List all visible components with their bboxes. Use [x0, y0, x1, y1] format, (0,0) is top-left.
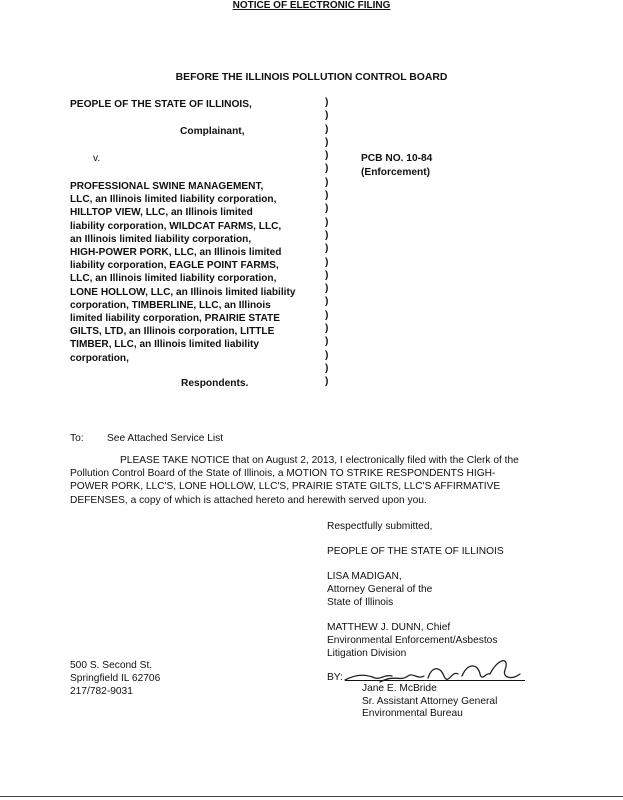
respondent-line: LONE HOLLOW, LLC, an Illinois limited liability — [70, 286, 296, 298]
signatory-party: PEOPLE OF THE STATE OF ILLINOIS — [327, 546, 504, 557]
respondent-line: LLC, an Illinois limited liability corporation, — [70, 194, 277, 206]
respondent-line: corporation, TIMBERLINE, LLC, an Illinois — [70, 299, 271, 311]
body-line: Pollution Control Board of the State of Illinois, a MOTION TO STRIKE RESPONDENTS HIGH- — [70, 468, 496, 480]
chief-line: Litigation Division — [327, 648, 407, 659]
respondent-line: HILLTOP VIEW, LLC, an Illinois limited — [70, 207, 253, 219]
caption-paren: ) — [325, 110, 329, 122]
address-block — [70, 659, 160, 699]
respondent-line: TIMBER, LLC, an Illinois limited liability — [70, 339, 259, 351]
scan-edge-line — [0, 796, 623, 797]
respondents-list — [70, 180, 340, 365]
notice-heading-wrap — [0, 0, 623, 11]
closing: Respectfully submitted, — [327, 521, 433, 532]
caption-paren: ) — [325, 203, 329, 215]
caption-paren: ) — [325, 256, 329, 268]
ag-line: State of Illinois — [327, 597, 394, 608]
caption-paren: ) — [325, 123, 329, 135]
chief-line: MATTHEW J. DUNN, Chief — [327, 622, 451, 633]
versus-label: v. — [93, 153, 101, 164]
case-type: (Enforcement) — [361, 167, 431, 178]
signer-block — [362, 683, 497, 721]
caption-paren: ) — [325, 150, 329, 162]
caption-paren: ) — [325, 362, 329, 374]
respondent-line: HIGH-POWER PORK, LLC, an Illinois limited — [70, 247, 282, 259]
caption-paren: ) — [325, 190, 329, 202]
to-value: See Attached Service List — [107, 433, 224, 444]
chief-line: Environmental Enforcement/Asbestos — [327, 635, 498, 646]
respondent-line: limited liability corporation, PRAIRIE STATE — [70, 313, 280, 325]
signer-line: Environmental Bureau — [362, 708, 463, 719]
caption-paren: ) — [325, 216, 329, 228]
ag-line: LISA MADIGAN, — [327, 571, 402, 582]
respondent-line: an Illinois limited liability corporation, — [70, 233, 252, 245]
signer-line: Jane E. McBride — [362, 683, 437, 694]
caption-paren: ) — [325, 176, 329, 188]
caption-paren: ) — [325, 229, 329, 241]
case-number: PCB NO. 10-84 — [361, 153, 433, 164]
caption-paren: ) — [325, 296, 329, 308]
body-line: PLEASE TAKE NOTICE that on August 2, 2013, I electronically filed with the Clerk of the — [120, 455, 519, 466]
body-line: POWER PORK, LLC'S, LONE HOLLOW, LLC'S, PRAIRIE STATE GILTS, LLC'S AFFIRMATIVE — [70, 481, 501, 493]
respondent-line: PROFESSIONAL SWINE MANAGEMENT, — [70, 181, 264, 192]
caption-paren: ) — [325, 269, 329, 281]
respondent-line: liability corporation, EAGLE POINT FARMS, — [70, 260, 279, 272]
notice-body — [70, 454, 550, 507]
attorney-general-block — [327, 570, 432, 609]
caption-paren: ) — [325, 283, 329, 295]
by-label: BY: — [327, 672, 343, 683]
signer-line: Sr. Assistant Attorney General — [362, 695, 498, 707]
address-line: Springfield IL 62706 — [70, 673, 161, 685]
ag-line: Attorney General of the — [327, 584, 433, 595]
caption-paren: ) — [325, 243, 329, 255]
caption-paren: ) — [325, 376, 329, 388]
respondent-line: LLC, an Illinois limited liability corporation, — [70, 273, 277, 285]
caption-paren: ) — [325, 97, 329, 108]
caption-paren: ) — [325, 136, 329, 148]
respondent-line: GILTS, LTD, an Illinois corporation, LITTLE — [70, 326, 275, 338]
address-line: 500 S. Second St. — [70, 660, 153, 671]
respondent-line: liability corporation, WILDCAT FARMS, LLC, — [70, 220, 282, 232]
signature-line — [345, 680, 525, 681]
court-title: BEFORE THE ILLINOIS POLLUTION CONTROL BOARD — [175, 72, 448, 83]
respondents-role: Respondents. — [181, 378, 249, 389]
caption-paren: ) — [325, 336, 329, 348]
caption-paren: ) — [325, 349, 329, 361]
complainant-role: Complainant, — [180, 126, 245, 137]
caption-paren: ) — [325, 163, 329, 175]
caption-paren: ) — [325, 309, 329, 321]
respondent-line: corporation, — [70, 352, 129, 364]
to-label: To: — [70, 433, 84, 444]
caption-paren: ) — [325, 323, 329, 335]
body-line: DEFENSES, a copy of which is attached hereto and herewith served upon you. — [70, 494, 427, 506]
complainant-name: PEOPLE OF THE STATE OF ILLINOIS, — [70, 99, 252, 110]
address-line: 217/782-9031 — [70, 686, 133, 698]
notice-heading: NOTICE OF ELECTRONIC FILING — [232, 0, 391, 11]
